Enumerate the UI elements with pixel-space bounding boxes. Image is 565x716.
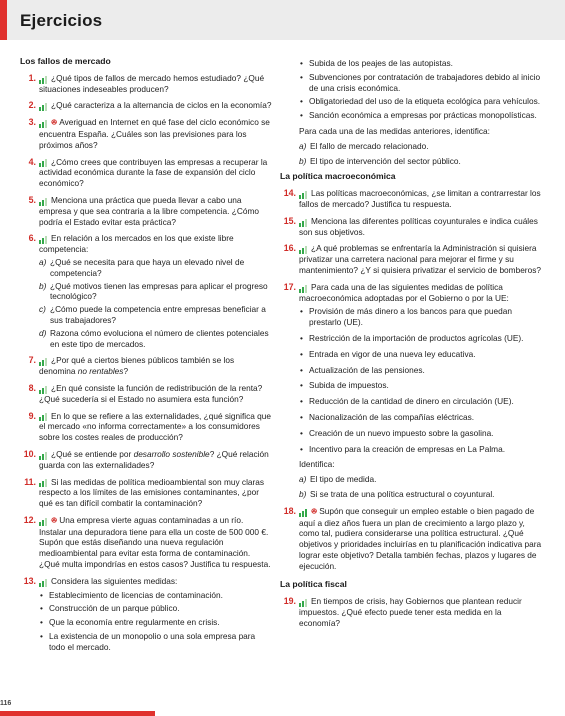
exercise-number: 7. (28, 355, 36, 366)
exercise-8: 8. ¿En qué consiste la función de redistribución de la renta? ¿Qué sucedería si el Estado no asumiera esta función? (20, 383, 272, 405)
difficulty-icon (39, 449, 48, 458)
difficulty-icon (299, 216, 308, 225)
bullet-item: • Creación de un nuevo impuesto sobre la gasolina. (299, 428, 544, 439)
exercise-number: 15. (283, 215, 296, 226)
difficulty-icon (39, 411, 48, 420)
exercise-15: 15. Menciona las diferentes políticas coyunturales e indica cuáles son sus objetivos. (280, 216, 544, 238)
bullet-item: • Que la economía entre regularmente en crisis. (39, 617, 272, 628)
exercise-19: 19. En tiempos de crisis, hay Gobiernos que plantean reducir impuestos. ¿Qué efecto puede tener esta medida en la economía? (280, 596, 544, 628)
header-accent-bar (0, 0, 7, 40)
difficulty-icon (39, 73, 48, 82)
difficulty-icon (39, 477, 48, 486)
sub-item: a) ¿Qué se necesita para que haya un elevado nivel de competencia? (39, 256, 245, 278)
exercise-text: En relación a los mercados en los que existe libre competencia: (39, 233, 234, 255)
section-title-fiscal: La política fiscal (280, 579, 347, 590)
exercise-number: 19. (283, 596, 296, 607)
team-work-icon: ꔮ (311, 506, 317, 516)
exercise-5 (20, 195, 272, 227)
exercise-text: Averiguad en Internet en qué fase del ciclo económico se encuentra España. ¿Cuáles son las previsiones para los próximos años? (39, 117, 270, 150)
exercise-text: Menciona una práctica que pueda llevar a cabo una empresa y que sea contraria a la libre competencia. ¿Cómo podría el Estado evitar esta práctica? (39, 194, 259, 227)
exercise-number: 11. (24, 476, 36, 487)
difficulty-icon (299, 188, 308, 197)
difficulty-icon (299, 506, 308, 515)
team-work-icon: ꔮ (51, 515, 57, 525)
exercise-number: 17. (283, 281, 296, 292)
bullet-item: • Subida de impuestos. (299, 380, 544, 391)
difficulty-icon (39, 515, 48, 524)
exercise-number: 18. (283, 505, 296, 516)
sub-item: c) ¿Cómo puede la competencia entre empresas beneficiar a sus trabajadores? (39, 304, 266, 325)
left-column (20, 56, 272, 659)
exercise-16: 16. ¿A qué problemas se enfrentaría la Administración si quisiera privatizar una carretera nacional para mejorar el firme y su mantenimiento? ¿Y si quisiera privatizar el servicio de bomberos? (280, 243, 544, 275)
difficulty-icon (39, 195, 48, 204)
bullet-item: • Obligatoriedad del uso de la etiqueta ecológica para vehículos. (299, 96, 544, 107)
exercise-number: 10. (23, 448, 36, 459)
bullet-item: • Actualización de las pensiones. (299, 365, 544, 376)
instruction-text: Identifica: (299, 459, 335, 470)
team-work-icon: ꔮ (51, 118, 57, 128)
exercise-2 (20, 100, 272, 111)
exercise-12: 12. ꔮ Una empresa vierte aguas contaminadas a un río. Instalar una depuradora tiene para ella un coste de 500 000 €. Supón que estás diseñando una nueva regulación medioambiental para evitar esta forma de contaminación. ¿Qué multa impondrías en estos casos? Justifica tu respuesta. (20, 515, 272, 570)
section-title-macro: La política macroeconómica (280, 171, 396, 182)
exercise-number: 3. (28, 117, 36, 128)
exercise-9: 9. En lo que se refiere a las externalidades, ¿qué significa que el mercado «no informa correctamente» a los consumidores sobre los costes reales de producción? (20, 411, 272, 443)
difficulty-icon (39, 383, 48, 392)
exercise-13: 13. Considera las siguientes medidas: • Establecimiento de licencias de contaminación. • Construcción de un parque público. • Que la economía entre regularmente en crisis. • La existencia de un monopolio o una sola empresa para todo el mercado. (20, 576, 272, 653)
exercise-text: ¿Qué caracteriza a la alternancia de ciclos en la economía? (51, 100, 272, 111)
exercise-1 (20, 73, 272, 95)
bullet-item: • Nacionalización de las compañías eléctricas. (299, 412, 544, 423)
exercise-text: ¿Cómo crees que contribuyen las empresas a recuperar la actividad económica durante la fase de expansión del ciclo económico? (39, 156, 268, 189)
bullet-item: • Subvenciones por contratación de trabajadores debido al inicio de una crisis económica. (299, 72, 544, 94)
section-title-fallos: Los fallos de mercado (20, 56, 111, 66)
exercise-3 (20, 117, 272, 150)
exercise-4 (20, 157, 272, 189)
exercise-10: 10. ¿Qué se entiende por desarrollo sostenible? ¿Qué relación guarda con las externalidades? (20, 449, 272, 471)
exercise-number: 14. (283, 188, 296, 199)
exercise-text: ¿Qué tipos de fallos de mercado hemos estudiado? ¿Qué situaciones indeseables producen? (39, 72, 265, 94)
exercise-13-continued (280, 58, 544, 166)
right-column (280, 58, 544, 635)
exercise-18: 18. ꔮ Supón que conseguir un empleo estable o bien pagado de aquí a diez años fuera un plan de crecimiento a largo plazo y, como tal, pudiera considerarse una política estructural. ¿Qué objetivos y prioridades incluirías en tu planificación indicativa para lograr este objetivo? Detalla también fechas, plazos y lugares de ejecución. (280, 506, 544, 572)
exercise-number: 9. (28, 410, 36, 421)
exercise-14: 14. Las políticas macroeconómicas, ¿se limitan a contrarrestar los fallos de mercado? Justifica tu respuesta. (280, 188, 544, 210)
footer-accent-bar (0, 711, 155, 716)
exercise-17: 17. Para cada una de las siguientes medidas de política macroeconómica adoptadas por el Gobierno o por la UE: • Provisión de más dinero a los bancos para que puedan prestarlo (UE). • Restricción de la importación de productos agrícolas (UE). • Entrada en vigor de una nueva ley educativa. • Actualización de las pensiones. • Subida de impuestos. • Reducción de la cantidad de dinero en circulación (UE). • Nacionalización de las compañías eléctricas. • Creación de un nuevo impuesto sobre la gasolina. • Incentivo para la creación de empresas en La Palma. Identifica: a) El tipo de medida. b) Si se trata de una política estructural o coyuntural. (280, 282, 544, 500)
exercise-number: 6. (28, 233, 36, 244)
exercise-6 (20, 233, 272, 349)
instruction-text: Para cada una de las medidas anteriores, identifica: (299, 125, 490, 136)
difficulty-icon (39, 117, 48, 126)
difficulty-icon (299, 596, 308, 605)
exercise-number: 1. (28, 72, 36, 83)
bullet-item: • Reducción de la cantidad de dinero en circulación (UE). (299, 396, 544, 407)
bullet-item: • Subida de los peajes de las autopistas. (299, 58, 544, 69)
bullet-item: • Sanción económica a empresas por prácticas monopolísticas. (299, 110, 544, 121)
difficulty-icon (39, 100, 48, 109)
sub-item: d) Razona cómo evoluciona el número de clientes potenciales en este tipo de mercados. (39, 327, 269, 349)
bullet-item: • Provisión de más dinero a los bancos para que puedan prestarlo (UE). (299, 306, 544, 328)
sub-item: a) El tipo de medida. (299, 474, 377, 485)
exercise-number: 2. (28, 100, 36, 111)
bullet-item: • Restricción de la importación de productos agrícolas (UE). (299, 333, 544, 344)
difficulty-icon (39, 157, 48, 166)
exercise-number: 12. (23, 514, 36, 525)
page-header (0, 0, 565, 40)
exercise-number: 4. (28, 156, 36, 167)
exercise-number: 13. (23, 575, 36, 586)
exercise-number: 16. (283, 243, 296, 254)
exercise-number: 8. (28, 382, 36, 393)
difficulty-icon (39, 576, 48, 585)
page-number: 116 (0, 700, 12, 707)
difficulty-icon (299, 282, 308, 291)
difficulty-icon (39, 355, 48, 364)
bullet-item: • La existencia de un monopolio o una sola empresa para todo el mercado. (39, 631, 272, 653)
bullet-item: • Establecimiento de licencias de contaminación. (39, 590, 272, 601)
exercise-number: 5. (28, 194, 36, 205)
page-title: Ejercicios (20, 11, 103, 30)
sub-item: b) Si se trata de una política estructural o coyuntural. (299, 488, 495, 499)
difficulty-icon (39, 233, 48, 242)
bullet-item: • Incentivo para la creación de empresas en La Palma. (299, 444, 544, 455)
bullet-item: • Entrada en vigor de una nueva ley educativa. (299, 349, 544, 360)
exercise-7: 7. ¿Por qué a ciertos bienes públicos también se los denomina no rentables? (20, 355, 272, 377)
sub-item: a) El fallo de mercado relacionado. (299, 140, 429, 151)
sub-item: b) El tipo de intervención del sector público. (299, 155, 461, 166)
bullet-item: • Construcción de un parque público. (39, 603, 272, 614)
sub-item: b) ¿Qué motivos tienen las empresas para aplicar el progreso tecnológico? (39, 280, 268, 302)
difficulty-icon (299, 243, 308, 252)
exercise-11: 11. Si las medidas de política medioambiental son muy claras respecto a los límites de las emisiones contaminantes, ¿por qué es tan difícil combatir la contaminación? (20, 477, 272, 509)
